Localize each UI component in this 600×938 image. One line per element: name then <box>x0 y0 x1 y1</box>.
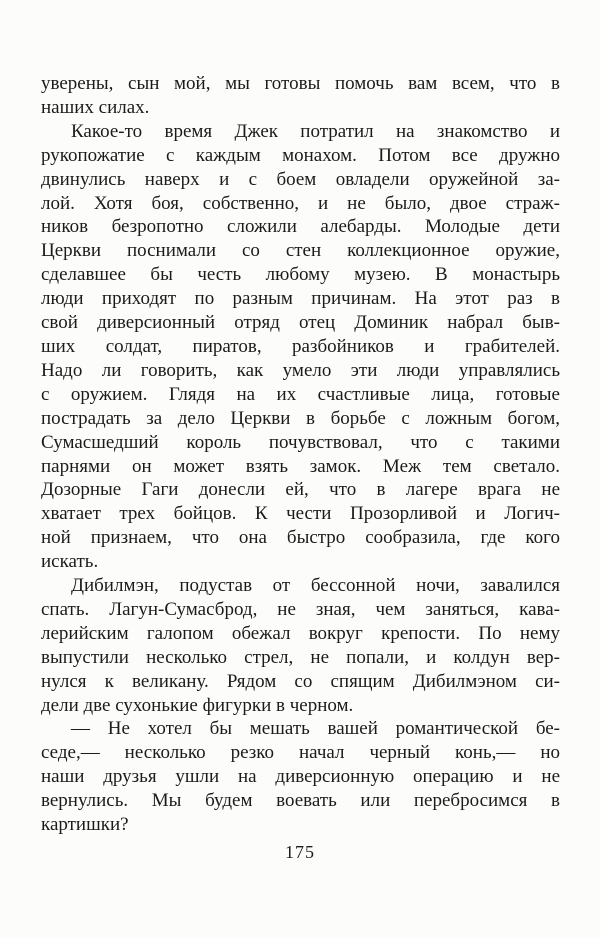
text-line: ной признаем, что она быстро сообразила, где кого <box>41 527 560 549</box>
text-line: хватает трех бойцов. К чести Прозорливой и Логич- <box>41 503 560 525</box>
text-line: лой. Хотя боя, собственно, и не было, двое страж- <box>41 192 560 214</box>
text-line: с оружием. Глядя на их счастливые лица, готовые <box>41 383 560 405</box>
text-line: сделавшее бы честь любому музею. В монастырь <box>41 264 560 286</box>
text-line: наших силах. <box>41 96 150 118</box>
text-line: выпустили несколько стрел, не попали, и колдун вер- <box>41 646 560 668</box>
text-line: ников безропотно сложили алебарды. Молодые дети <box>41 216 560 238</box>
text-line: наши друзья ушли на диверсионную операцию и не <box>41 766 560 788</box>
text-line: лерийским галопом обежал вокруг крепости. По нему <box>41 622 560 644</box>
page-number: 175 <box>285 842 315 862</box>
text-line: — Не хотел бы мешать вашей романтической бе- <box>71 718 560 740</box>
text-line: уверены, сын мой, мы готовы помочь вам всем, что в <box>41 73 560 94</box>
text-line: дели две сухонькие фигурки в черном. <box>41 694 354 716</box>
text-line: Церкви поснимали со стен коллекционное оружие, <box>41 240 560 262</box>
text-line: люди приходят по разным причинам. На этот раз в <box>41 288 560 310</box>
text-line: Какое-то время Джек потратил на знакомство и <box>71 120 560 142</box>
text-line: вернулись. Мы будем воевать или перебросимся в <box>41 790 560 812</box>
page-text <box>41 72 560 837</box>
text-line: парнями он может взять замок. Меж тем светало. <box>41 455 560 477</box>
text-line: Дибилмэн, подустав от бессонной ночи, завалился <box>71 575 560 597</box>
text-line: искать. <box>41 551 99 573</box>
text-line: нулся к великану. Рядом со спящим Дибилмэном си- <box>41 670 560 692</box>
text-line: пострадать за дело Церкви в борьбе с ложным богом, <box>41 407 560 429</box>
text-line: ших солдат, пиратов, разбойников и грабителей. <box>41 335 560 357</box>
text-line: картишки? <box>41 814 129 836</box>
text-line: двинулись наверх и с боем овладели оружейной за- <box>41 168 560 190</box>
text-line: Дозорные Гаги донесли ей, что в лагере врага не <box>41 479 560 501</box>
text-line: Сумасшедший король почувствовал, что с такими <box>41 431 560 453</box>
text-line: свой диверсионный отряд отец Доминик набрал быв- <box>41 312 560 334</box>
text-line: рукопожатие с каждым монахом. Потом все дружно <box>41 144 560 166</box>
text-line: спать. Лагун-Сумасброд, не зная, чем заняться, кава- <box>41 598 560 620</box>
text-line: Надо ли говорить, как умело эти люди управлялись <box>41 359 560 381</box>
text-line: седе,— несколько резко начал черный конь,— но <box>41 742 560 764</box>
